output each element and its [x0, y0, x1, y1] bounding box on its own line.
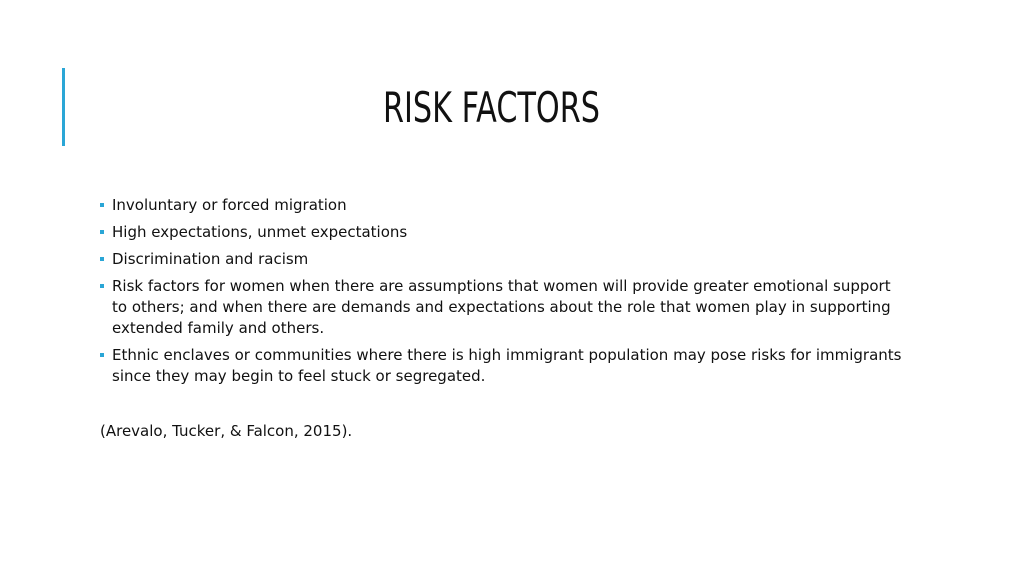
bullet-text: Discrimination and racism: [112, 250, 309, 268]
square-bullet-icon: [100, 230, 104, 234]
slide-title: RISK FACTORS: [383, 83, 600, 132]
square-bullet-icon: [100, 353, 104, 357]
bullet-item: [100, 195, 910, 216]
bullet-item: [100, 345, 910, 387]
bullet-item: [100, 222, 910, 243]
title-accent-bar: [62, 68, 65, 146]
bullet-text: Risk factors for women when there are assumptions that women will provide greater emotional support to others; and when there are demands and expectations about the role that women play in supporting extended family and others.: [112, 277, 891, 337]
bullet-text: Ethnic enclaves or communities where there is high immigrant population may pose risks for immigrants since they may begin to feel stuck or segregated.: [112, 346, 902, 385]
bullet-item: [100, 249, 910, 270]
square-bullet-icon: [100, 257, 104, 261]
citation: (Arevalo, Tucker, & Falcon, 2015).: [100, 422, 353, 440]
bullet-item: [100, 276, 910, 339]
bullet-list: [100, 195, 910, 393]
bullet-text: High expectations, unmet expectations: [112, 223, 408, 241]
square-bullet-icon: [100, 284, 104, 288]
square-bullet-icon: [100, 203, 104, 207]
bullet-text: Involuntary or forced migration: [112, 196, 347, 214]
